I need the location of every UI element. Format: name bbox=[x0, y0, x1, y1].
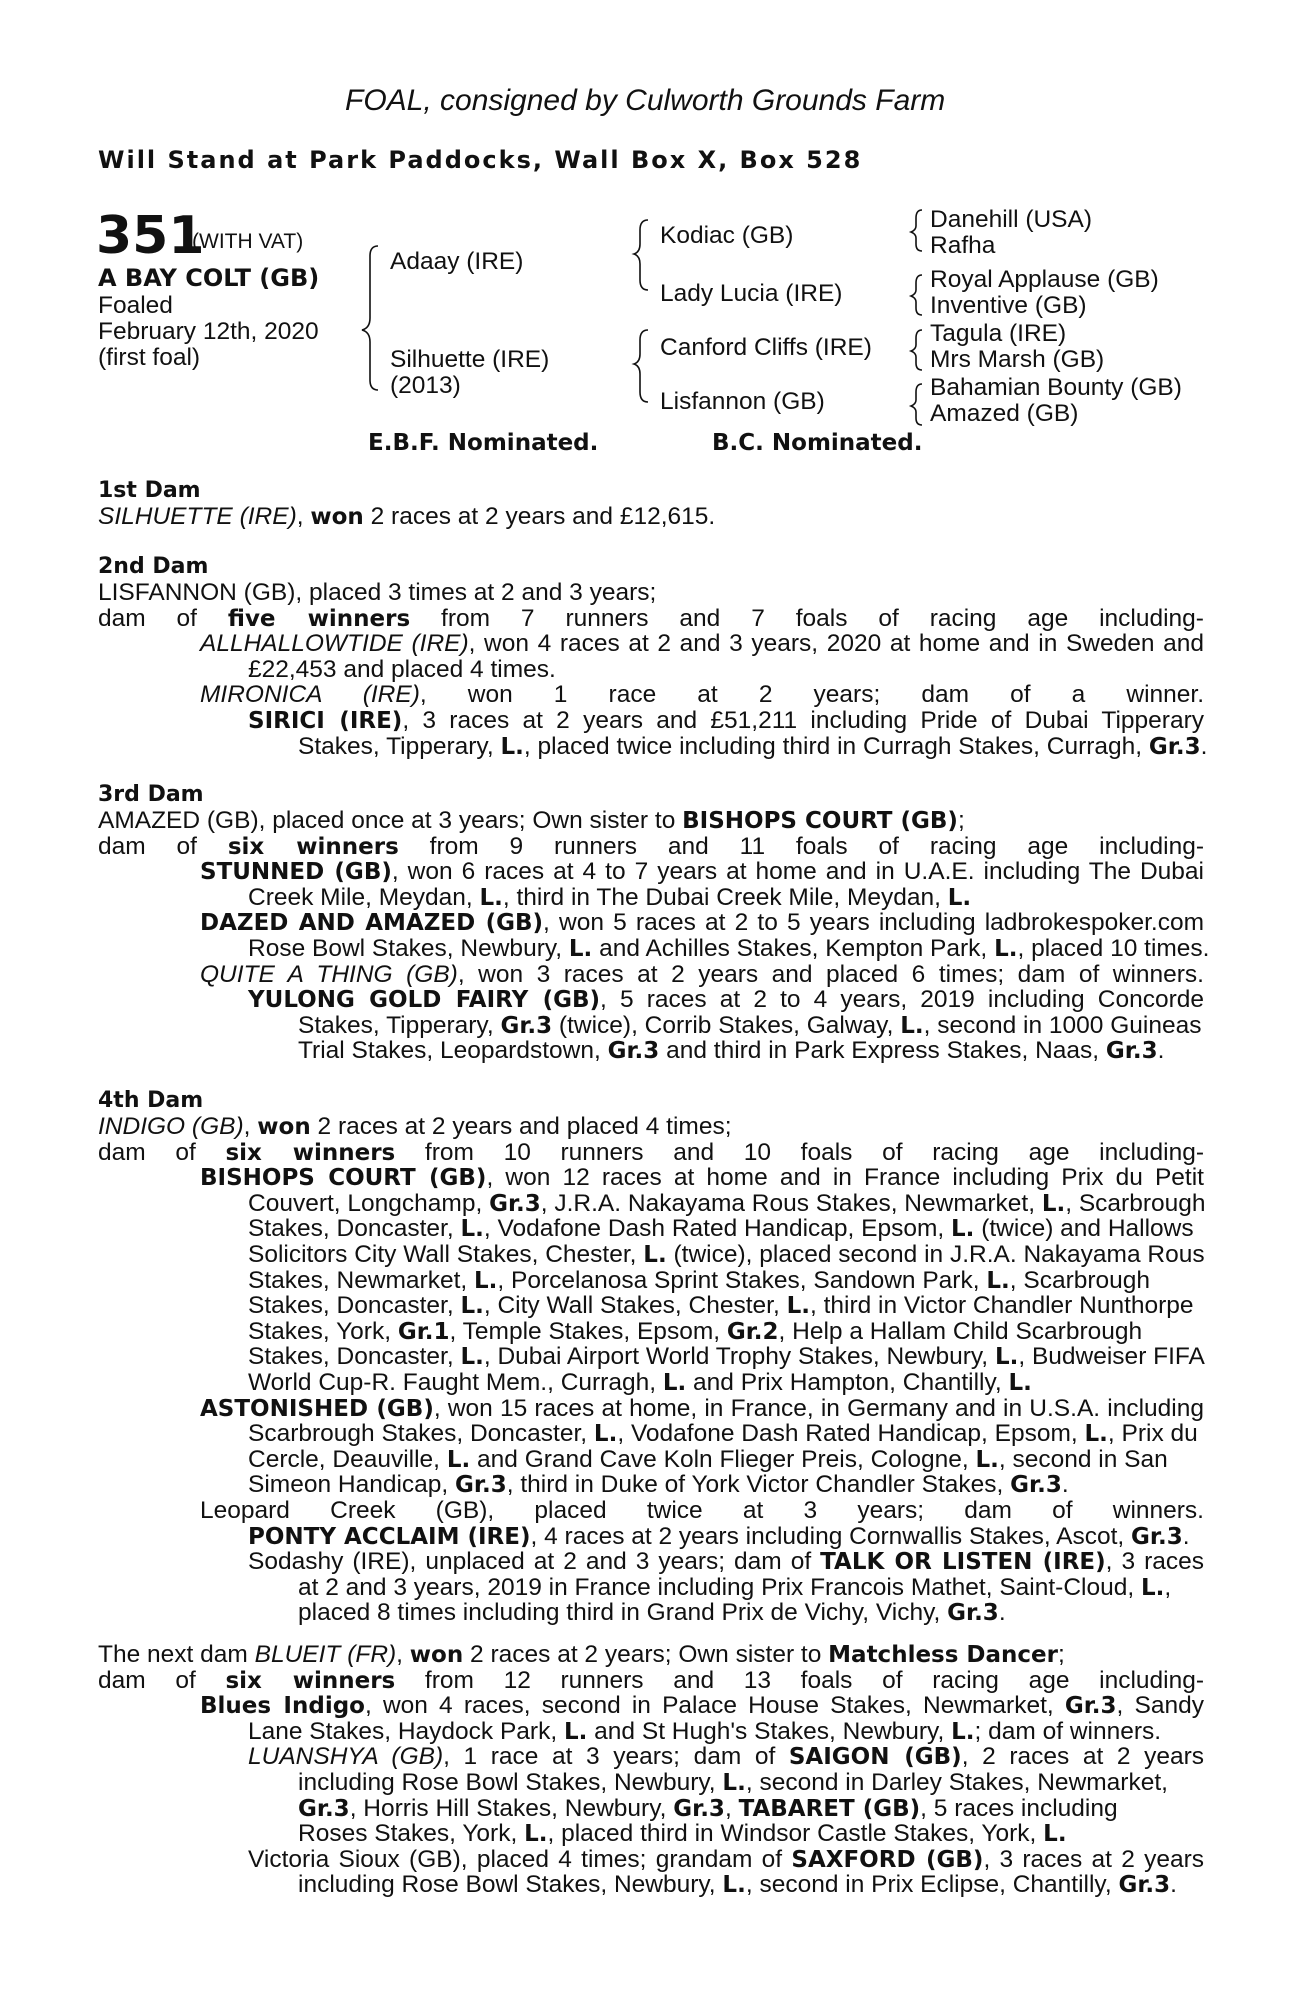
dam4-line bbox=[98, 1421, 1204, 1447]
dam5-segment: Gr.3 bbox=[1118, 1872, 1171, 1899]
dam2-text bbox=[98, 579, 1208, 760]
dam3-segment: Trial Stakes, Leopardstown, bbox=[298, 1037, 608, 1065]
dam2-segment: from 7 runners and 7 foals of racing age including- bbox=[410, 604, 1204, 632]
dam3-segment: dam of bbox=[98, 832, 228, 860]
dam4-segment: , Temple Stakes, Epsom, bbox=[449, 1317, 727, 1345]
dam3-line bbox=[98, 885, 1204, 911]
dam3-segment: Gr.3 bbox=[1105, 1038, 1158, 1065]
dam4-segment: World Cup-R. Faught Mem., Curragh, bbox=[248, 1368, 663, 1396]
dam4-segment: from 10 runners and 10 foals of racing age including- bbox=[395, 1138, 1204, 1166]
lot-name: A BAY COLT (GB) bbox=[98, 264, 320, 292]
dam5-segment: Blues Indigo bbox=[200, 1693, 365, 1720]
dam4-segment: , J.R.A. Nakayama Rous Stakes, Newmarket, bbox=[540, 1189, 1042, 1217]
dam2-segment: £22,453 and placed 4 times. bbox=[248, 655, 556, 683]
dam4-segment: six winners bbox=[225, 1139, 396, 1166]
dam3-segment: Gr.3 bbox=[500, 1012, 553, 1039]
dam2-segment: , won 4 races at 2 and 3 years, 2020 at home and in Sweden and bbox=[468, 630, 1204, 658]
sire: Adaay (IRE) bbox=[390, 248, 524, 275]
dam5-segment: , Sandy bbox=[1116, 1692, 1204, 1720]
dam4-text bbox=[98, 1114, 1204, 1626]
dam3-segment: STUNNED (GB) bbox=[200, 859, 392, 886]
dam2-line bbox=[98, 732, 1208, 760]
dam5-segment: ; bbox=[1058, 1641, 1065, 1668]
dam3-heading: 3rd Dam bbox=[98, 782, 204, 807]
dam4-segment: Stakes, Doncaster, bbox=[248, 1343, 461, 1371]
dam1-heading: 1st Dam bbox=[98, 478, 201, 503]
dam5-segment: , won 4 races, second in Palace House Stakes, Newmarket, bbox=[364, 1692, 1065, 1720]
dam5-segment: BLUEIT (FR) bbox=[254, 1641, 397, 1668]
dam-sire: Canford Cliffs (IRE) bbox=[660, 334, 872, 361]
dam5-segment: SAIGON (GB) bbox=[788, 1744, 962, 1771]
dam5-line bbox=[98, 1847, 1204, 1873]
dam5-segment: won bbox=[409, 1642, 464, 1668]
dam4-segment: L. bbox=[662, 1369, 687, 1396]
dam5-segment: L. bbox=[951, 1718, 975, 1745]
dam3-segment: and third in Park Express Stakes, Naas, bbox=[659, 1037, 1106, 1065]
dam5-segment: TABARET (GB) bbox=[738, 1795, 921, 1822]
dam4-segment: , second in San bbox=[998, 1445, 1168, 1473]
dam4-segment: dam of bbox=[98, 1138, 226, 1166]
dam5-segment: Gr.3 bbox=[298, 1795, 350, 1822]
dam3-segment: ; bbox=[957, 807, 965, 834]
dam2-line bbox=[98, 708, 1204, 734]
dam4-segment: Simeon Handicap, bbox=[248, 1471, 456, 1499]
dam5-segment: , placed third in Windsor Castle Stakes, York, bbox=[547, 1820, 1044, 1848]
dam3-segment: , third in The Dubai Creek Mile, Meydan, bbox=[502, 883, 948, 911]
dam5-segment: Lane Stakes, Haydock Park, bbox=[248, 1717, 564, 1745]
dam5-segment: , 1 race at 3 years; dam of bbox=[443, 1743, 789, 1771]
dam5-segment: LUANSHYA (GB) bbox=[248, 1743, 444, 1771]
dam4-line bbox=[98, 1600, 1204, 1626]
dam4-segment: Gr.2 bbox=[726, 1318, 779, 1345]
dam2-segment: Gr.3 bbox=[1148, 733, 1201, 760]
dam1-segment: SILHUETTE (IRE) bbox=[98, 503, 297, 530]
dam4-line bbox=[98, 1140, 1204, 1166]
dam4-segment: , bbox=[243, 1113, 258, 1140]
grand-5: Tagula (IRE) bbox=[930, 320, 1067, 347]
dam5-segment: , 3 races at 2 years bbox=[983, 1845, 1205, 1873]
dam3-segment: L. bbox=[568, 935, 593, 962]
dam4-segment: Stakes, Doncaster, bbox=[248, 1292, 461, 1320]
dam4-segment: ASTONISHED (GB) bbox=[200, 1395, 434, 1422]
dam4-segment: , third in Duke of York Victor Chandler Stakes, bbox=[506, 1471, 1011, 1499]
dam3-segment: DAZED AND AMAZED (GB) bbox=[200, 910, 544, 937]
stand-location: Will Stand at Park Paddocks, Wall Box X, Box 528 bbox=[98, 146, 863, 174]
sire-sire: Kodiac (GB) bbox=[660, 222, 794, 249]
dam3-segment: L. bbox=[994, 935, 1018, 962]
dam1-segment: won bbox=[310, 504, 364, 530]
dam2-line bbox=[98, 580, 1204, 606]
dam4-segment: Solicitors City Wall Stakes, Chester, bbox=[248, 1240, 644, 1268]
dam4-segment: L. bbox=[643, 1241, 667, 1268]
dam3-line bbox=[98, 910, 1204, 936]
dam5-segment: Gr.3 bbox=[1064, 1693, 1117, 1720]
dam4-segment: L. bbox=[1041, 1190, 1066, 1217]
dam3-text bbox=[98, 807, 1210, 1065]
dam2-segment: . bbox=[1200, 732, 1208, 760]
dam5-segment: L. bbox=[722, 1872, 746, 1899]
dam4-line bbox=[98, 1524, 1204, 1550]
dam4-segment: L. bbox=[1140, 1574, 1165, 1601]
dam3-segment: Stakes, Tipperary, bbox=[298, 1011, 501, 1039]
dam2-heading: 2nd Dam bbox=[98, 554, 209, 579]
dam5-segment: , 2 races at 2 years bbox=[961, 1743, 1204, 1771]
dam3-segment: from 9 runners and 11 foals of racing age including- bbox=[398, 832, 1204, 860]
dam4-segment: L. bbox=[460, 1344, 484, 1371]
dam3-segment: , won 6 races at 4 to 7 years at home and in U.A.E. including The Dubai bbox=[391, 858, 1204, 886]
dam2-segment: , won 1 race at 2 years; dam of a winner. bbox=[419, 681, 1204, 709]
dam3-line bbox=[98, 834, 1204, 860]
dam4-segment: L. bbox=[786, 1293, 810, 1320]
dam4-segment: L. bbox=[1084, 1421, 1108, 1448]
dam5-segment: , Horris Hill Stakes, Newbury, bbox=[349, 1794, 674, 1822]
dam3-segment: , placed 10 times. bbox=[1017, 934, 1210, 962]
dam4-line bbox=[98, 1396, 1204, 1422]
dam4-segment: Gr.3 bbox=[1010, 1472, 1062, 1499]
dam2-segment: five winners bbox=[227, 605, 411, 632]
dam2-line bbox=[98, 657, 1204, 683]
dam4-segment: L. bbox=[951, 1216, 975, 1243]
dam4-segment: , bbox=[1164, 1573, 1172, 1601]
dam4-line bbox=[98, 1216, 1204, 1242]
dam2-segment: , 3 races at 2 years and £51,211 including Pride of Dubai Tipperary bbox=[402, 706, 1204, 734]
dam4-segment: , Scarbrough bbox=[1065, 1189, 1206, 1217]
dam5-line bbox=[98, 1719, 1204, 1745]
dam2-line bbox=[98, 682, 1204, 708]
dam4-segment: L. bbox=[474, 1267, 498, 1294]
dam3-segment: BISHOPS COURT (GB) bbox=[682, 808, 958, 834]
dam4-segment: PONTY ACCLAIM (IRE) bbox=[248, 1523, 531, 1550]
dam4-segment: , Scarbrough bbox=[1009, 1266, 1151, 1294]
dam4-segment: INDIGO (GB) bbox=[98, 1113, 244, 1140]
grand-4: Inventive (GB) bbox=[930, 292, 1087, 319]
dam4-segment: L. bbox=[975, 1446, 999, 1473]
dam5-line bbox=[98, 1770, 1204, 1796]
dam5-segment: 2 races at 2 years; Own sister to bbox=[463, 1641, 829, 1668]
lot-number: 351 bbox=[96, 206, 205, 266]
grand-1: Danehill (USA) bbox=[930, 206, 1093, 233]
dam5-line bbox=[98, 1693, 1204, 1719]
dam2-segment: SIRICI (IRE) bbox=[248, 707, 403, 734]
dam4-segment: , Porcelanosa Sprint Stakes, Sandown Park, bbox=[497, 1266, 987, 1294]
dam4-segment: 2 races at 2 years and placed 4 times; bbox=[310, 1113, 732, 1140]
dam4-segment: . bbox=[998, 1599, 1006, 1627]
dam2-segment: Stakes, Tipperary, bbox=[298, 732, 501, 760]
dam2-segment: L. bbox=[500, 733, 524, 760]
grand-2: Rafha bbox=[930, 232, 996, 259]
dam5-segment: from 12 runners and 13 foals of racing age including- bbox=[395, 1666, 1204, 1694]
dam4-segment: L. bbox=[460, 1216, 484, 1243]
dam4-line bbox=[98, 1498, 1204, 1524]
dam5-segment: , bbox=[396, 1641, 410, 1668]
dam4-segment: . bbox=[1061, 1471, 1069, 1499]
bc-nominated: B.C. Nominated. bbox=[712, 430, 923, 456]
dam4-segment: Gr.3 bbox=[455, 1472, 507, 1499]
dam3-line bbox=[98, 987, 1204, 1013]
dam4-segment: , Vodafone Dash Rated Handicap, Epsom, bbox=[617, 1420, 1085, 1448]
dam3-line bbox=[98, 859, 1204, 885]
dam4-segment: BISHOPS COURT (GB) bbox=[200, 1165, 487, 1192]
foaled-label: Foaled bbox=[98, 292, 173, 319]
dam4-segment: , third in Victor Chandler Nunthorpe bbox=[809, 1292, 1194, 1320]
dam5-line bbox=[98, 1744, 1204, 1770]
dam4-segment: placed 8 times including third in Grand Prix de Vichy, Vichy, bbox=[298, 1599, 948, 1627]
dam: Silhuette (IRE) bbox=[390, 346, 550, 373]
dam4-segment: , 3 races bbox=[1105, 1548, 1204, 1576]
dam5-text bbox=[98, 1642, 1204, 1898]
dam3-segment: Rose Bowl Stakes, Newbury, bbox=[248, 934, 569, 962]
dam5-segment: . bbox=[1170, 1871, 1177, 1899]
dam3-segment: , won 5 races at 2 to 5 years including ladbrokespoker.com bbox=[543, 909, 1204, 937]
dam3-segment: (twice), Corrib Stakes, Galway, bbox=[552, 1011, 901, 1039]
dam4-segment: , City Wall Stakes, Chester, bbox=[483, 1292, 787, 1320]
dam4-line bbox=[98, 1191, 1204, 1217]
dam3-segment: Creek Mile, Meydan, bbox=[248, 883, 480, 911]
dam4-segment: Leopard Creek (GB), placed twice at 3 years; dam of winners. bbox=[200, 1496, 1204, 1524]
dam4-segment: , Dubai Airport World Trophy Stakes, Newbury, bbox=[483, 1343, 995, 1371]
grand-6: Mrs Marsh (GB) bbox=[930, 346, 1105, 373]
dam4-line bbox=[98, 1370, 1204, 1396]
foaled-date: February 12th, 2020 bbox=[98, 318, 319, 345]
dam1-segment: , bbox=[296, 503, 311, 530]
dam4-line bbox=[98, 1575, 1204, 1601]
dam5-line bbox=[98, 1668, 1204, 1694]
dam-year: (2013) bbox=[390, 372, 461, 399]
dam5-segment: Roses Stakes, York, bbox=[298, 1820, 525, 1848]
dam5-segment: The next dam bbox=[98, 1641, 255, 1668]
dam4-segment: L. bbox=[994, 1344, 1019, 1371]
foal-note: (first foal) bbox=[98, 344, 201, 371]
dam3-segment: , won 3 races at 2 years and placed 6 times; dam of winners. bbox=[457, 960, 1204, 988]
dam4-segment: won bbox=[257, 1114, 311, 1140]
dam3-segment: and Achilles Stakes, Kempton Park, bbox=[592, 934, 995, 962]
dam3-line bbox=[98, 1013, 1204, 1039]
dam4-segment: , 4 races at 2 years including Cornwallis Stakes, Ascot, bbox=[530, 1522, 1132, 1550]
dam5-segment: L. bbox=[722, 1769, 746, 1796]
dam3-segment: L. bbox=[900, 1012, 924, 1039]
dam5-segment: SAXFORD (GB) bbox=[791, 1846, 984, 1873]
ebf-nominated: E.B.F. Nominated. bbox=[368, 430, 599, 456]
dam4-segment: . bbox=[1182, 1522, 1190, 1550]
dam1-line bbox=[98, 504, 1204, 530]
grand-3: Royal Applause (GB) bbox=[930, 266, 1159, 293]
dam5-segment: , second in Darley Stakes, Newmarket, bbox=[745, 1768, 1168, 1796]
dam4-segment: Sodashy (IRE), unplaced at 2 and 3 years; dam of bbox=[248, 1548, 821, 1576]
dam5-line bbox=[98, 1796, 1204, 1822]
dam4-segment: Stakes, Newmarket, bbox=[248, 1266, 475, 1294]
dam1-segment: 2 races at 2 years and £12,615. bbox=[363, 503, 716, 530]
dam2-segment: ALLHALLOWTIDE (IRE) bbox=[200, 630, 469, 658]
dam5-segment: Gr.3 bbox=[673, 1795, 725, 1822]
dam3-line bbox=[98, 808, 1204, 834]
dam4-line bbox=[98, 1293, 1204, 1319]
dam4-segment: Couvert, Longchamp, bbox=[248, 1189, 490, 1217]
dam3-segment: L. bbox=[479, 884, 503, 911]
dam4-segment: Cercle, Deauville, bbox=[248, 1445, 447, 1473]
dam4-segment: , Prix du bbox=[1107, 1420, 1198, 1448]
dam3-segment: , 5 races at 2 to 4 years, 2019 including Concorde bbox=[600, 986, 1204, 1014]
dam4-segment: and Prix Hampton, Chantilly, bbox=[686, 1368, 1009, 1396]
dam4-segment: Gr.3 bbox=[947, 1600, 999, 1627]
dam4-segment: , Help a Hallam Child Scarbrough bbox=[778, 1317, 1143, 1345]
dam4-segment: L. bbox=[446, 1446, 471, 1473]
dam4-segment: , won 12 races at home and in France including Prix du Petit bbox=[486, 1164, 1204, 1192]
dam4-line bbox=[98, 1472, 1204, 1498]
dam4-line bbox=[98, 1344, 1204, 1370]
dam4-segment: (twice), placed second in J.R.A. Nakayama Rous bbox=[666, 1240, 1205, 1268]
dam3-line bbox=[98, 962, 1204, 988]
dam4-line bbox=[98, 1242, 1204, 1268]
dam4-segment: (twice) and Hallows bbox=[974, 1215, 1194, 1243]
dam5-segment: including Rose Bowl Stakes, Newbury, bbox=[298, 1768, 723, 1796]
dam4-segment: L. bbox=[986, 1267, 1010, 1294]
dam3-segment: . bbox=[1157, 1037, 1165, 1065]
dam5-line bbox=[98, 1821, 1204, 1847]
dam2-line bbox=[98, 631, 1204, 657]
dam3-segment: Gr.3 bbox=[607, 1038, 660, 1065]
dam2-segment: MIRONICA (IRE) bbox=[200, 681, 420, 709]
dam1-text bbox=[98, 504, 1204, 530]
dam3-line bbox=[98, 934, 1210, 962]
dam4-line bbox=[98, 1549, 1204, 1575]
dam4-segment: , won 15 races at home, in France, in Germany and in U.S.A. including bbox=[433, 1394, 1204, 1422]
dam5-segment: ; dam of winners. bbox=[974, 1717, 1162, 1745]
dam5-segment: , bbox=[724, 1794, 739, 1822]
dam3-segment: six winners bbox=[227, 833, 399, 860]
dam2-segment: , placed twice including third in Curragh Stakes, Curragh, bbox=[523, 732, 1149, 760]
grand-7: Bahamian Bounty (GB) bbox=[930, 374, 1182, 401]
dam3-segment: L. bbox=[947, 884, 972, 911]
dam5-segment: and St Hugh's Stakes, Newbury, bbox=[587, 1717, 952, 1745]
dam4-segment: and Grand Cave Koln Flieger Preis, Cologne, bbox=[470, 1445, 976, 1473]
dam5-segment: , 5 races including bbox=[920, 1794, 1118, 1822]
dam4-segment: Gr.1 bbox=[397, 1318, 450, 1345]
dam4-segment: L. bbox=[460, 1293, 484, 1320]
dam5-segment: , second in Prix Eclipse, Chantilly, bbox=[745, 1871, 1119, 1899]
dam5-segment: L. bbox=[1043, 1821, 1067, 1848]
dam2-line bbox=[98, 606, 1204, 632]
dam5-segment: dam of bbox=[98, 1666, 226, 1694]
catalogue-title: FOAL, consigned by Culworth Grounds Farm bbox=[345, 84, 946, 117]
dam4-segment: Stakes, York, bbox=[248, 1317, 398, 1345]
dam5-segment: L. bbox=[524, 1821, 548, 1848]
vat-label: (WITH VAT) bbox=[192, 230, 304, 253]
dam4-line bbox=[98, 1114, 1204, 1140]
dam4-heading: 4th Dam bbox=[98, 1088, 204, 1113]
grand-8: Amazed (GB) bbox=[930, 400, 1079, 427]
dam3-segment: AMAZED (GB), placed once at 3 years; Own sister to bbox=[98, 807, 683, 834]
dam3-segment: QUITE A THING (GB) bbox=[200, 960, 458, 988]
dam5-segment: including Rose Bowl Stakes, Newbury, bbox=[298, 1871, 723, 1899]
dam2-segment: dam of bbox=[98, 604, 228, 632]
dam2-segment: LISFANNON (GB), placed 3 times at 2 and 3 years; bbox=[98, 579, 657, 606]
dam4-segment: L. bbox=[1008, 1369, 1032, 1396]
dam4-segment: Stakes, Doncaster, bbox=[248, 1215, 461, 1243]
dam4-segment: L. bbox=[593, 1421, 618, 1448]
dam4-line bbox=[98, 1268, 1204, 1294]
dam4-segment: , Vodafone Dash Rated Handicap, Epsom, bbox=[483, 1215, 951, 1243]
dam4-line bbox=[98, 1319, 1204, 1345]
dam5-line bbox=[98, 1642, 1204, 1668]
dam4-line bbox=[98, 1165, 1204, 1191]
dam4-segment: Scarbrough Stakes, Doncaster, bbox=[248, 1420, 594, 1448]
dam3-segment: , second in 1000 Guineas bbox=[923, 1011, 1202, 1039]
dam5-segment: L. bbox=[563, 1718, 588, 1745]
dam4-segment: TALK OR LISTEN (IRE) bbox=[820, 1549, 1106, 1576]
dam3-line bbox=[98, 1038, 1204, 1064]
dam4-segment: Gr.3 bbox=[1131, 1523, 1183, 1550]
dam5-segment: Victoria Sioux (GB), placed 4 times; grandam of bbox=[248, 1845, 792, 1873]
dam-dam: Lisfannon (GB) bbox=[660, 388, 825, 415]
dam4-segment: Gr.3 bbox=[489, 1190, 541, 1217]
dam5-line bbox=[98, 1872, 1204, 1898]
dam4-line bbox=[98, 1447, 1204, 1473]
dam3-segment: YULONG GOLD FAIRY (GB) bbox=[248, 987, 601, 1014]
sire-dam: Lady Lucia (IRE) bbox=[660, 280, 843, 307]
dam5-segment: six winners bbox=[225, 1667, 396, 1694]
dam4-segment: , Budweiser FIFA bbox=[1018, 1343, 1205, 1371]
dam4-segment: at 2 and 3 years, 2019 in France including Prix Francois Mathet, Saint-Cloud, bbox=[298, 1573, 1141, 1601]
dam5-segment: Matchless Dancer bbox=[828, 1642, 1058, 1668]
